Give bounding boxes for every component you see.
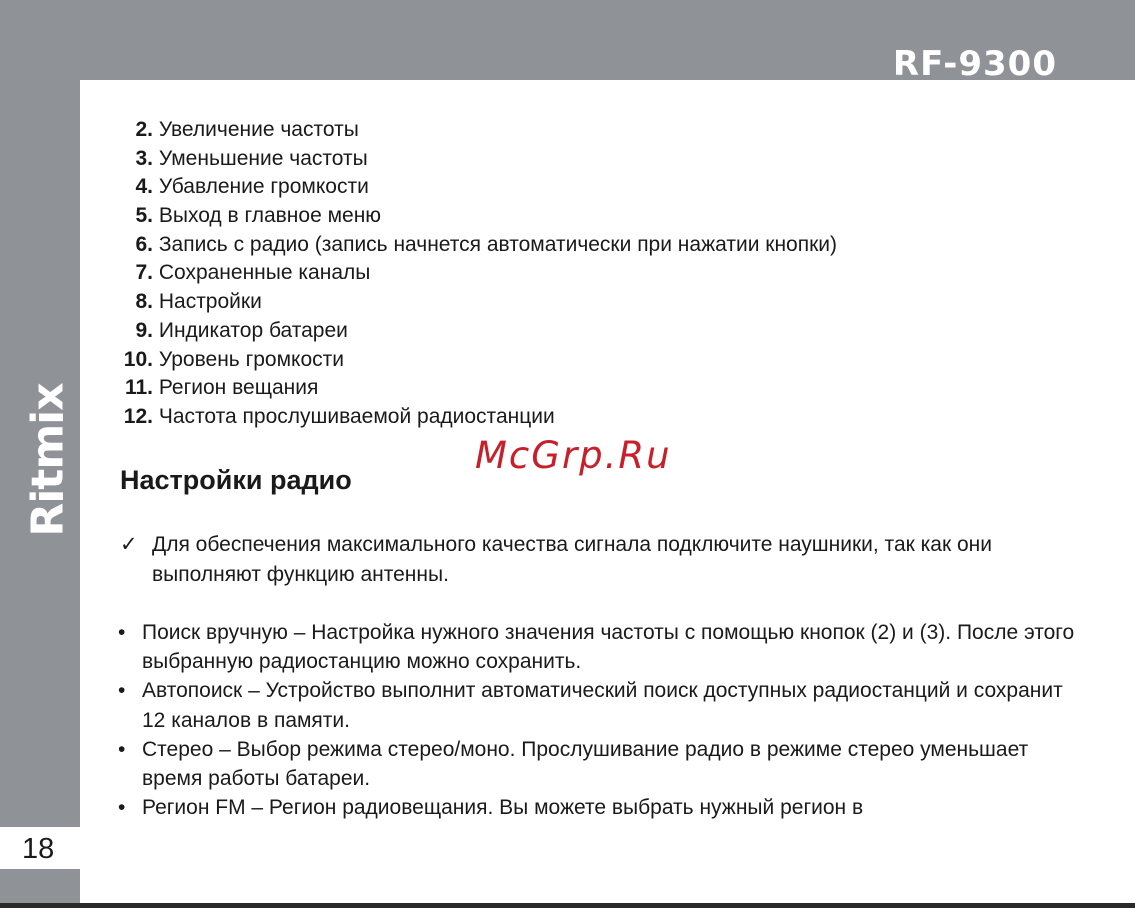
page-number: 18 <box>22 833 55 865</box>
item-text: Регион вещания <box>158 376 319 400</box>
item-text: Уменьшение частоты <box>158 146 368 170</box>
bullet-text: Регион FM – Регион радиовещания. Вы можете выбрать нужный регион в <box>142 796 864 820</box>
note-text: Для обеспечения максимального качества сигнала подключите наушники, так как они выполняют функцию антенны. <box>152 533 992 586</box>
list-item <box>112 202 837 231</box>
model-title: RF-9300 <box>892 44 1057 84</box>
numbered-list <box>112 116 837 432</box>
brand-logo <box>18 380 78 540</box>
item-text: Выход в главное меню <box>158 204 382 228</box>
list-item <box>112 259 837 288</box>
item-number: 9. <box>135 318 153 342</box>
brand-logo-text: Ritmix <box>22 383 74 537</box>
list-item <box>112 116 837 145</box>
bullet-item <box>118 676 1078 734</box>
item-text: Уровень громкости <box>158 347 344 371</box>
item-number: 10. <box>123 347 153 371</box>
bullet-icon: • <box>118 796 126 820</box>
item-number: 8. <box>135 290 153 314</box>
item-text: Настройки <box>158 290 262 314</box>
item-text: Запись с радио (запись начнется автоматически при нажатии кнопки) <box>158 232 838 256</box>
checkmark-icon: ✓ <box>120 533 138 556</box>
item-number: 6. <box>135 232 153 256</box>
bullet-icon: • <box>118 621 126 644</box>
list-item <box>112 288 837 317</box>
list-item <box>112 374 837 403</box>
item-text: Увеличение частоты <box>158 118 359 141</box>
list-item <box>112 173 837 202</box>
bullet-icon: • <box>118 737 126 761</box>
item-number: 3. <box>135 146 153 170</box>
item-number: 5. <box>135 204 153 228</box>
bullet-text: Стерео – Выбор режима стерео/моно. Прослушивание радио в режиме стерео уменьшает время работы батареи. <box>142 737 1029 791</box>
watermark: McGrp.Ru <box>475 434 672 477</box>
bullet-text: Автопоиск – Устройство выполнит автоматический поиск доступных радиостанций и сохранит 12 каналов в памяти. <box>142 679 1063 732</box>
bullet-text: Поиск вручную – Настройка нужного значения частоты с помощью кнопок (2) и (3). После этого выбранную радиостанцию можно сохранить. <box>142 621 1075 674</box>
item-number: 4. <box>135 175 153 199</box>
item-number: 7. <box>135 261 153 285</box>
list-item <box>112 317 837 346</box>
item-text: Частота прослушиваемой радиостанции <box>158 404 555 428</box>
bullet-icon: • <box>118 679 126 703</box>
bullet-item <box>118 793 1078 822</box>
list-item <box>112 403 837 432</box>
item-number: 2. <box>135 118 153 141</box>
section-title: Настройки радио <box>120 465 352 495</box>
item-number: 11. <box>124 376 153 400</box>
item-text: Индикатор батареи <box>158 318 348 342</box>
note <box>120 530 1080 590</box>
bullet-list <box>118 618 1078 822</box>
list-item <box>112 231 837 260</box>
item-text: Сохраненные каналы <box>158 261 371 285</box>
bottom-divider <box>0 903 1135 908</box>
list-item <box>112 145 837 174</box>
list-item <box>112 346 837 375</box>
item-text: Убавление громкости <box>158 175 369 199</box>
item-number: 12. <box>123 404 153 428</box>
bullet-item <box>118 618 1078 676</box>
bullet-item <box>118 735 1078 793</box>
